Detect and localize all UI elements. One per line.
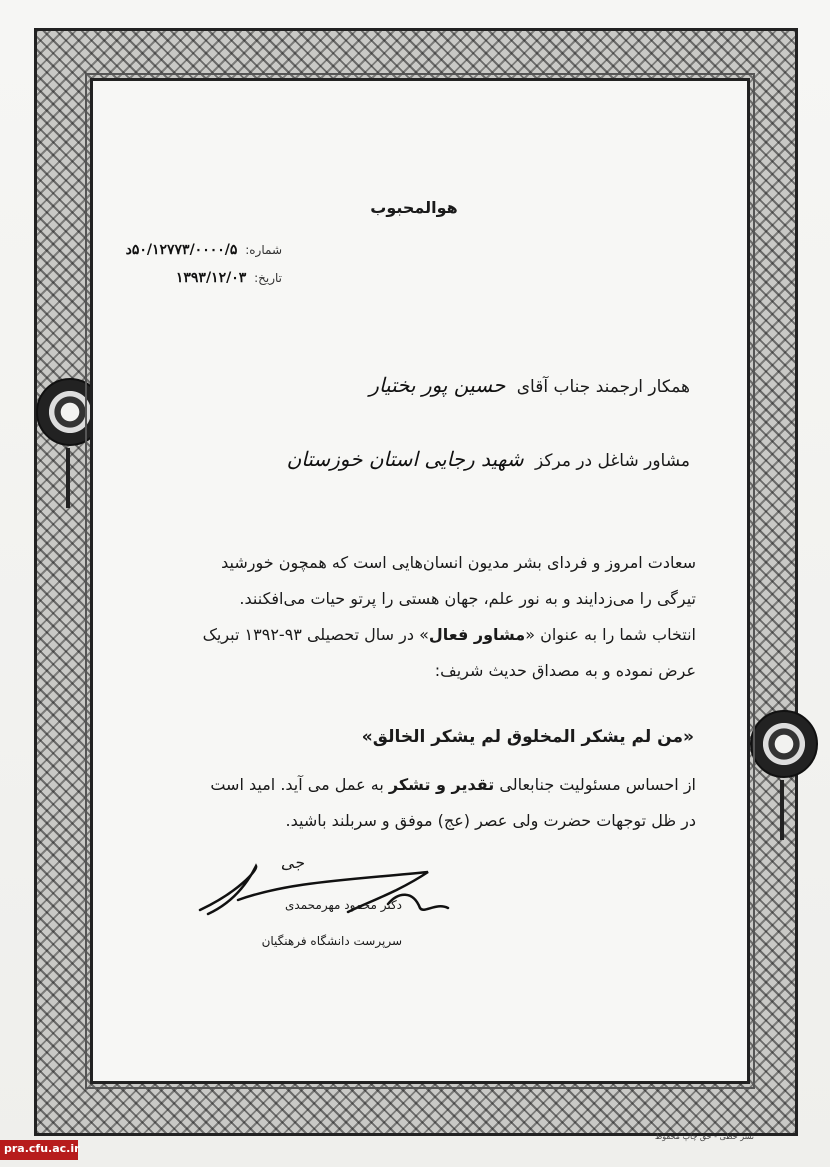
ornament-spike-right-icon (780, 780, 784, 840)
body-line-6-end: به عمل می آید. امید است (210, 775, 389, 794)
body-line-1: سعادت امروز و فردای بشر مدیون انسان‌هایی است که همچون خورشید (221, 553, 696, 572)
letter-date-value: ۱۳۹۳/۱۲/۰۳ (175, 270, 247, 286)
letter-number-label: شماره: (245, 243, 282, 257)
body-line-3-end: » در سال تحصیلی ۹۳-۱۳۹۲ تبریک (202, 625, 429, 644)
recipient-position: مشاور شاغل در مرکز (534, 451, 690, 471)
header-title: هوالمحبوب (370, 198, 458, 217)
medallion-right-icon (750, 710, 818, 778)
recipient-name: حسین پور بختیار (369, 373, 506, 397)
signatory-name: دکتر محمود مهرمحمدی (285, 898, 402, 912)
body-line-2: تیرگی را می‌زدایند و به نور علم، جهان هستی را پرتو حیات می‌افکنند. (239, 589, 696, 608)
body-line-6-appreciation: تقدیر و تشکر (388, 775, 495, 794)
watermark-text: pra.cfu.ac.ir (4, 1142, 80, 1155)
signature-scribble-icon (198, 862, 460, 922)
body-line-6 (210, 767, 696, 803)
body-line-3-start: انتخاب شما را به عنوان « (525, 625, 696, 644)
recipient-salutation: همکار ارجمند جناب آقای (516, 377, 690, 397)
signatory-title: سرپرست دانشگاه فرهنگیان (261, 934, 402, 948)
letter-date-label: تاریخ: (254, 271, 282, 285)
body-line-3 (203, 617, 696, 653)
letter-number (126, 242, 282, 258)
print-note: نشر خطی - حق چاپ محفوظ (654, 1132, 754, 1141)
signature-initial: جی (280, 853, 304, 872)
ornament-spike-left-icon (66, 448, 70, 508)
body-line-7: در ظل توجهات حضرت ولی عصر (عج) موفق و سربلند باشید. (285, 811, 696, 830)
letter-date (176, 270, 282, 286)
body-line-4: عرض نموده و به مصداق حدیث شریف: (434, 661, 696, 680)
recipient-center: شهید رجایی استان خوزستان (286, 447, 524, 471)
body-line-3-title: مشاور فعال (428, 625, 526, 644)
recipient-line (369, 373, 690, 397)
watermark-badge (0, 1140, 78, 1160)
recipient-position-line (287, 447, 690, 471)
body-line-6-start: از احساس مسئولیت جنابعالی (494, 775, 696, 794)
hadith-quote: «من لم یشکر المخلوق لم یشکر الخالق» (361, 727, 694, 747)
letter-number-value: ۵۰/۱۲۷۷۳/۰۰۰۰/۵د (125, 242, 238, 258)
